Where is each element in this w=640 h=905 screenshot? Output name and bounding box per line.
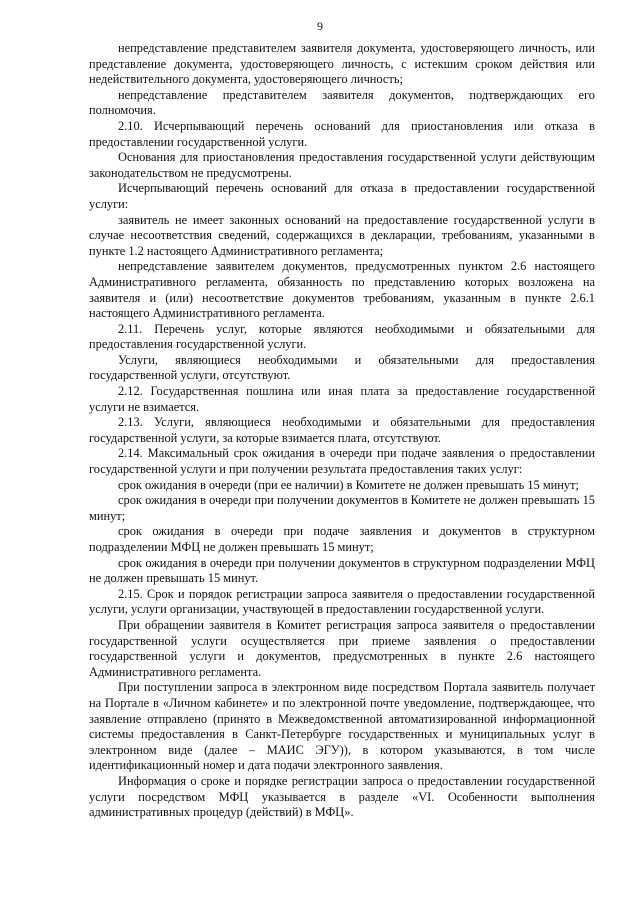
paragraph: непредставление заявителем документов, предусмотренных пунктом 2.6 настоящего Административного регламента, обязанность по представлению которых возложена на заявителя и (или) несоответствие документов требованиям, указанным в пункте 2.6.1 настоящего Административного регламента. — [89, 259, 595, 321]
paragraph: срок ожидания в очереди при получении документов в Комитете не должен превышать 15 минут; — [89, 493, 595, 523]
paragraph: 2.14. Максимальный срок ожидания в очереди при подаче заявления о предоставлении государственной услуги и при получении результата предоставления таких услуг: — [89, 446, 595, 477]
paragraph: срок ожидания в очереди при получении документов в структурном подразделении МФЦ не должен превышать 15 минут. — [89, 555, 595, 586]
page-number: 9 — [317, 19, 323, 33]
paragraph: непредставление представителем заявителя документа, удостоверяющего личность, или представление документа, удостоверяющего личность, с истекшим сроком действия или недействительного документа, удостоверяющего личность; — [89, 41, 595, 87]
paragraph: Информация о сроке и порядке регистрации запроса о предоставлении государственной услуги посредством МФЦ указывается в разделе «VI. Особенности выполнения административных процедур (действий) в МФЦ». — [89, 773, 595, 820]
paragraph: При поступлении запроса в электронном виде посредством Портала заявитель получает на Портале в «Личном кабинете» и по электронной почте уведомление, подтверждающее, что заявление отправлено (принято в Межведомственной автоматизированной информационной системы предоставления в Санкт-Петербурге государственных и муниципальных услуг в электронном виде (далее – МАИС ЭГУ)), в котором указываются, в том числе идентификационный номер и дата подачи электронного заявления. — [89, 680, 595, 773]
paragraph: непредставление представителем заявителя документов, подтверждающих его полномочия. — [89, 87, 595, 118]
paragraph: срок ожидания в очереди при подаче заявления и документов в структурном подразделении МФЦ не должен превышать 15 минут; — [89, 524, 595, 554]
paragraph: заявитель не имеет законных оснований на предоставление государственной услуги в случае несоответствия сведений, содержащихся в декларации, требованиям, указанными в пункте 1.2 настоящего Административного регламента; — [89, 212, 595, 258]
paragraph: 2.13. Услуги, являющиеся необходимыми и обязательными для предоставления государственной услуги, за которые взимается плата, отсутствуют. — [89, 415, 595, 445]
paragraph: При обращении заявителя в Комитет регистрация запроса заявителя о предоставлении государственной услуги осуществляется при приеме заявления о предоставлении государственной услуги и документов, предусмотренных в пункте 2.6 настоящего Административного регламента. — [89, 617, 595, 679]
paragraph: Основания для приостановления предоставления государственной услуги действующим законодательством не предусмотрены. — [89, 150, 595, 180]
paragraph: Услуги, являющиеся необходимыми и обязательными для предоставления государственной услуги, отсутствуют. — [89, 352, 595, 383]
paragraph: 2.10. Исчерпывающий перечень оснований для приостановления или отказа в предоставлении государственной услуги. — [89, 118, 595, 149]
paragraph: 2.11. Перечень услуг, которые являются необходимыми и обязательными для предоставления государственной услуги. — [89, 321, 595, 352]
paragraph: 2.15. Срок и порядок регистрации запроса заявителя о предоставлении государственной услуги, услуги организации, участвующей в предоставлении государственной услуги. — [89, 586, 595, 617]
paragraph: Исчерпывающий перечень оснований для отказа в предоставлении государственной услуги: — [89, 181, 595, 211]
document-body — [89, 41, 595, 821]
paragraph: срок ожидания в очереди (при ее наличии) в Комитете не должен превышать 15 минут; — [118, 477, 579, 492]
paragraph: 2.12. Государственная пошлина или иная плата за предоставление государственной услуги не взимается. — [89, 384, 595, 414]
